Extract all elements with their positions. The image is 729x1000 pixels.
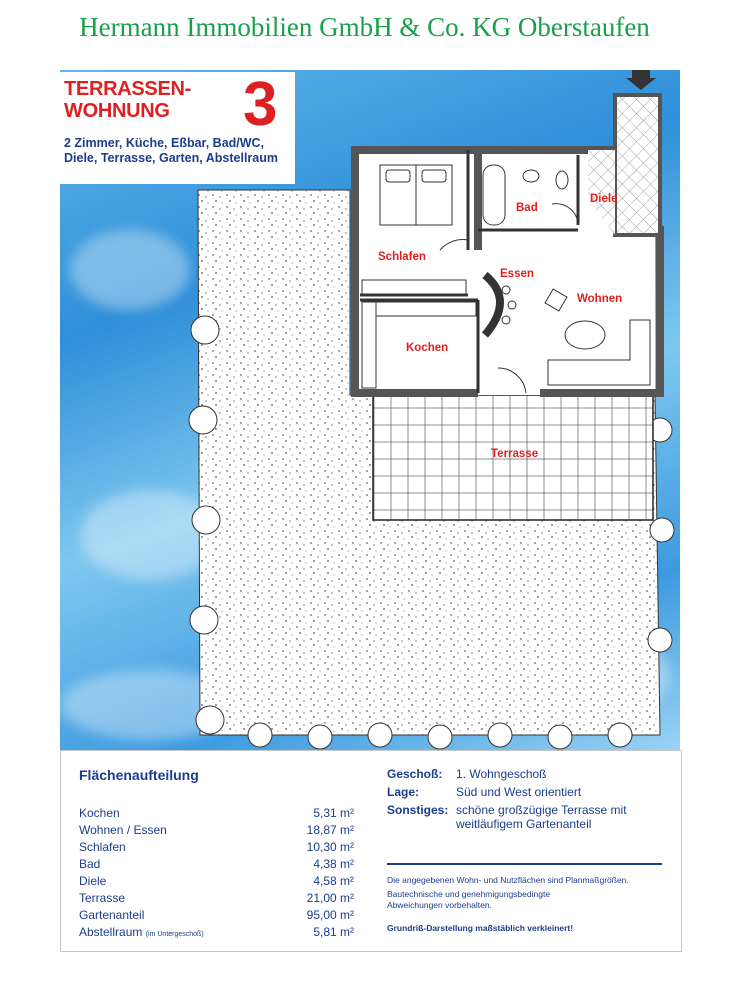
apartment-number: 3: [243, 70, 278, 139]
label-diele: Diele: [590, 193, 618, 205]
entrance-arrow: [626, 70, 656, 90]
label-bad: Bad: [516, 202, 538, 214]
label-essen: Essen: [500, 268, 534, 280]
note-area-sizes: Die angegebenen Wohn- und Nutzflächen sind Planmaßgrößen.: [387, 875, 629, 885]
info-divider: [387, 863, 662, 865]
note-scale: Grundriß-Darstellung maßstäblich verkleinert!: [387, 923, 574, 933]
washbasin: [523, 170, 539, 182]
toilet: [556, 171, 568, 189]
stair-corridor: [615, 95, 660, 235]
title-line-1: TERRASSEN-: [64, 78, 192, 100]
bed: [380, 165, 452, 225]
wardrobe: [362, 280, 466, 294]
kitchen-counter: [362, 302, 376, 388]
area-title: Flächenaufteilung: [79, 767, 199, 783]
title-line-2: WOHNUNG: [64, 100, 170, 122]
label-terrasse: Terrasse: [491, 448, 539, 460]
title-box: [60, 72, 295, 184]
coffee-table: [565, 321, 605, 349]
label-schlafen: Schlafen: [378, 251, 426, 263]
info-panel: Flächenaufteilung Kochen 5,31 m² Wohnen / Essen 18,87 m² Schlafen 10,30 m² Bad 4,38 m² Diele 4,58 m² Terrasse 21,00 m² Gartenanteil 95,00 m² Abstellraum (im Untergeschoß) 5,81 m² Geschoß: 1. Wohngeschoß Lage: Süd und West orientiert Sonstiges: schöne großzügige Terrasse mit weitläufigem Gartenanteil Die angegebenen Wohn- und Nutzflächen sind Planmaßgrößen. Bautechnische und genehmigungsbedingte Abweichungen vorbehalten. Grundriß-Darstellung maßstäblich verkleinert!: [60, 750, 682, 952]
label-wohnen: Wohnen: [577, 293, 623, 305]
room-summary: 2 Zimmer, Küche, Eßbar, Bad/WC, Diele, Terrasse, Garten, Abstellraum: [64, 136, 278, 165]
note-deviations: Bautechnische und genehmigungsbedingte Abweichungen vorbehalten.: [387, 889, 551, 910]
label-kochen: Kochen: [406, 342, 449, 354]
company-header: Hermann Immobilien GmbH & Co. KG Oberstaufen: [79, 12, 650, 42]
bathtub: [483, 165, 505, 225]
